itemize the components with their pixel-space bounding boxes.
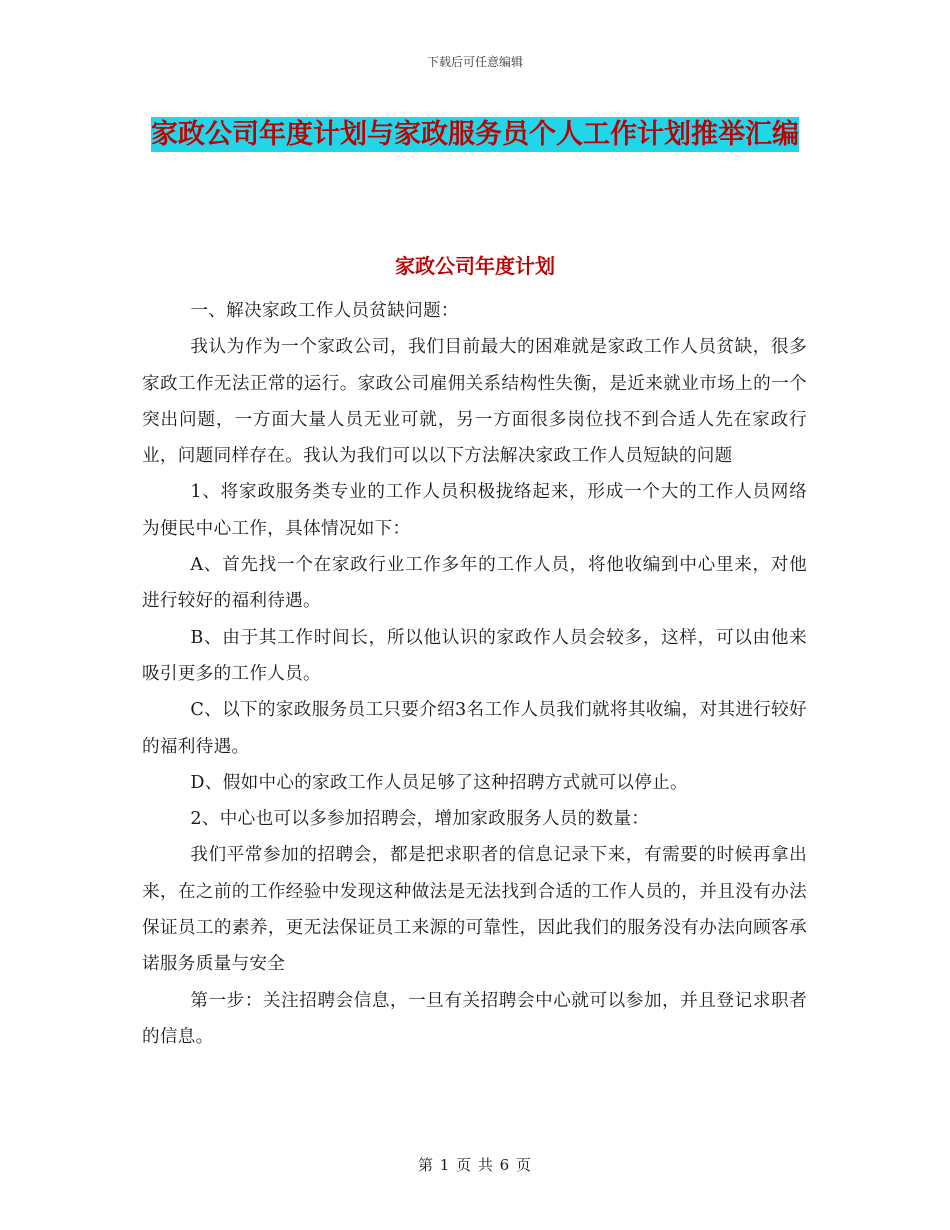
document-title-text: 家政公司年度计划与家政服务员个人工作计划推举汇编 [151,119,799,150]
paragraph: A、首先找一个在家政行业工作多年的工作人员，将他收编到中心里来，对他进行较好的福利待遇。 [142,555,807,612]
paragraph: 我认为作为一个家政公司，我们目前最大的困难就是家政工作人员贫缺，很多家政工作无法正常的运行。家政公司雇佣关系结构性失衡，是近来就业市场上的一个突出问题，一方面大量人员无业可就，另一方面很多岗位找不到合适人先在家政行业，问题同样存在。我认为我们可以以下方法解决家政工作人员短缺的问题 [142,337,807,467]
paragraph: D、假如中心的家政工作人员足够了这种招聘方式就可以停止。 [190,772,688,793]
paragraph: 我们平常参加的招聘会，都是把求职者的信息记录下来，有需要的时候再拿出来，在之前的工作经验中发现这种做法是无法找到合适的工作人员的，并且没有办法保证员工的素养，更无法保证员工来源的可靠性，因此我们的服务没有办法向顾客承诺服务质量与安全 [142,845,807,975]
paragraph: 第一步：关注招聘会信息，一旦有关招聘会中心就可以参加，并且登记求职者的信息。 [142,990,807,1047]
header-note: 下载后可任意编辑 [426,55,523,69]
paragraph: 一、解决家政工作人员贫缺问题： [190,301,459,321]
paragraph: B、由于其工作时间长，所以他认识的家政作人员会较多，这样，可以由他来吸引更多的工作人员。 [142,627,807,684]
page-footer: 第 1 页 共 6 页 [418,1156,532,1174]
paragraph: C、以下的家政服务员工只要介绍3名工作人员我们就将其收编，对其进行较好的福利待遇。 [142,700,807,757]
document-body [142,293,807,1055]
paragraph: 1、将家政服务类专业的工作人员积极拢络起来，形成一个大的工作人员网络为便民中心工作，具体情况如下： [142,482,807,539]
section-title: 家政公司年度计划 [395,254,555,278]
paragraph: 2、中心也可以多参加招聘会，增加家政服务人员的数量： [190,809,650,830]
document-title [140,112,810,158]
